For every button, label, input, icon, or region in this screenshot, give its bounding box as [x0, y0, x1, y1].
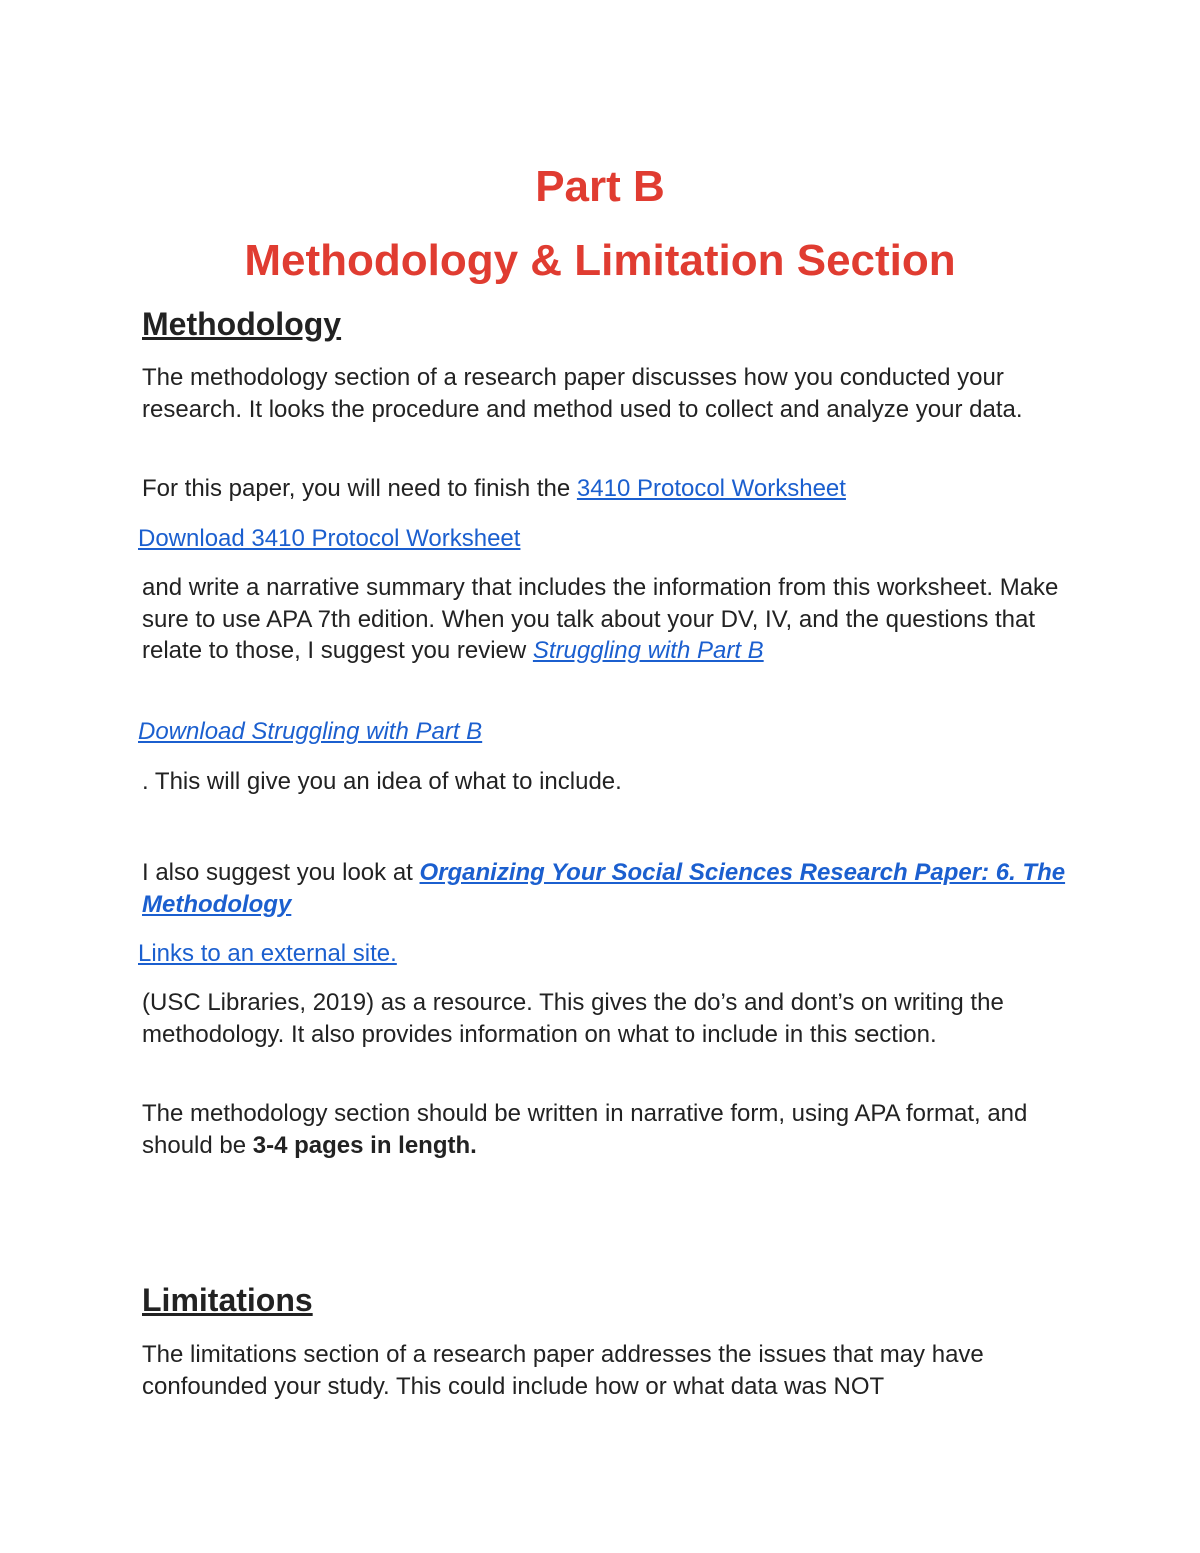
organizing-research-paper-link[interactable]: Organizing Your Social Sciences Research Paper: 6. The Methodology [142, 859, 1066, 918]
protocol-worksheet-link[interactable]: 3410 Protocol Worksheet [576, 475, 846, 502]
external-site-link[interactable]: Links to an external site. [138, 940, 397, 967]
suggestion-paragraph [142, 857, 1072, 920]
title-section-name: Methodology & Limitation Section [244, 236, 956, 285]
download-worksheet-link[interactable]: Download 3410 Protocol Worksheet [138, 525, 521, 552]
usc-libraries-paragraph: (USC Libraries, 2019) as a resource. This gives the do’s and dont’s on writing the methodology. It also provides information on what to include in this section. [142, 989, 1004, 1048]
title-part-b: Part B [535, 162, 665, 211]
worksheet-paragraph [142, 473, 1072, 505]
limitations-heading: Limitations [142, 1282, 313, 1318]
download-struggling-link[interactable]: Download Struggling with Part B [138, 718, 483, 745]
page-length-requirement: 3-4 pages in length. [252, 1131, 477, 1159]
narrative-summary-text: and write a narrative summary that includes the information from this worksheet. Make sure to use APA 7th edition. When you talk about your DV, IV, and the questions that relate to those, I suggest you review [142, 574, 1059, 664]
methodology-heading: Methodology [142, 306, 342, 342]
narrative-summary-paragraph [142, 572, 1072, 667]
methodology-intro-paragraph: The methodology section of a research paper discusses how you conducted your research. It looks the procedure and method used to collect and analyze your data. [142, 364, 1023, 423]
idea-paragraph: . This will give you an idea of what to include. [142, 768, 622, 795]
length-paragraph [142, 1098, 1072, 1161]
limitations-intro-paragraph: The limitations section of a research paper addresses the issues that may have confounded your study. This could include how or what data was NOT [142, 1341, 984, 1400]
struggling-with-part-b-link[interactable]: Struggling with Part B [532, 637, 764, 664]
worksheet-paragraph-text: For this paper, you will need to finish the [142, 475, 577, 502]
suggestion-text: I also suggest you look at [142, 859, 420, 886]
download-struggling-paragraph [138, 716, 1068, 748]
external-link-paragraph [138, 938, 1068, 970]
length-paragraph-text: The methodology section should be written in narrative form, using APA format, and should be [142, 1100, 1028, 1159]
download-worksheet-paragraph [138, 523, 1068, 555]
